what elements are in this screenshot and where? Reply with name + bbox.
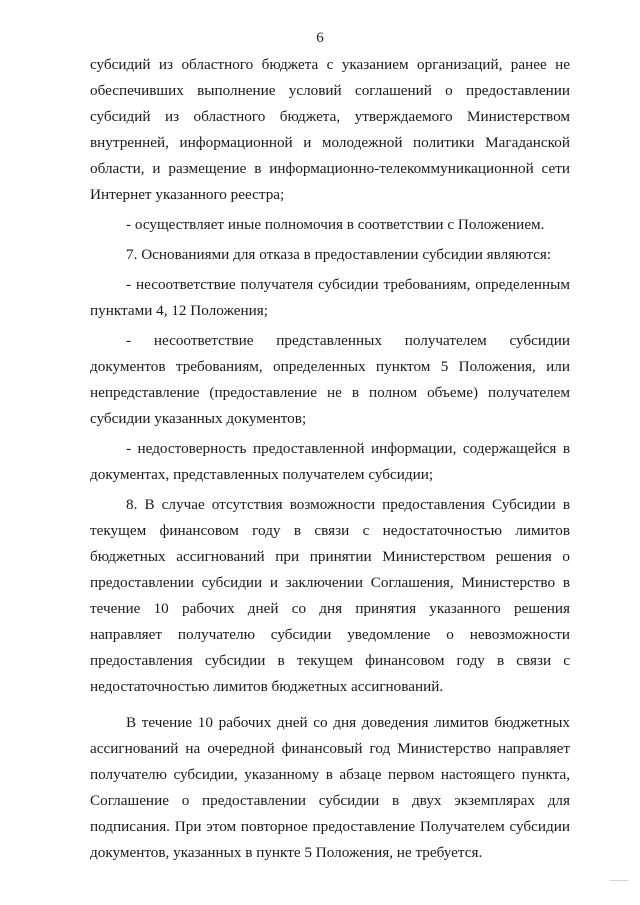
- list-item-recipient-noncompliance: - несоответствие получателя субсидии требованиям, определенным пунктами 4, 12 Положения;: [90, 276, 570, 319]
- paragraph-refusal-grounds: 7. Основаниями для отказа в предоставлении субсидии являются:: [126, 246, 552, 263]
- document-body: [90, 52, 570, 872]
- page-number: 6: [316, 30, 324, 46]
- paragraph-agreement-sending: В течение 10 рабочих дней со дня доведения лимитов бюджетных ассигнований на очередной финансовый год Министерство направляет получателю субсидии, указанному в абзаце первом настоящего пункта, Соглашение о предоставлении субсидии в двух экземплярах для подписания. При этом повторное предоставление Получателем субсидии документов, указанных в пункте 5 Положения, не требуется.: [90, 714, 570, 861]
- list-item-information-inaccuracy: - недостоверность предоставленной информации, содержащейся в документах, представленных получателем субсидии;: [90, 440, 570, 483]
- paragraph-section-8: 8. В случае отсутствия возможности предоставления Субсидии в текущем финансовом году в связи с недостаточностью лимитов бюджетных ассигнований при принятии Министерством решения о предоставлении субсидии и заключении Соглашения, Министерство в течение 10 рабочих дней со дня принятия указанного решения направляет получателю субсидии уведомление о невозможности предоставления субсидии в текущем финансовом году в связи с недостаточностью лимитов бюджетных ассигнований.: [90, 496, 570, 695]
- list-item-documents-noncompliance: - несоответствие представленных получателем субсидии документов требованиям, определенных пунктом 5 Положения, или непредставление (предоставление не в полном объеме) получателем субсидии указанных документов;: [90, 332, 570, 427]
- scan-corner-mark: [610, 880, 628, 895]
- paragraph-other-powers: - осуществляет иные полномочия в соответствии с Положением.: [126, 216, 545, 233]
- paragraph-registry-continuation: субсидий из областного бюджета с указанием организаций, ранее не обеспечивших выполнение условий соглашений о предоставлении субсидий из областного бюджета, утверждаемого Министерством внутренней, информационной и молодежной политики Магаданской области, и размещение в информационно-телекоммуникационной сети Интернет указанного реестра;: [90, 56, 570, 203]
